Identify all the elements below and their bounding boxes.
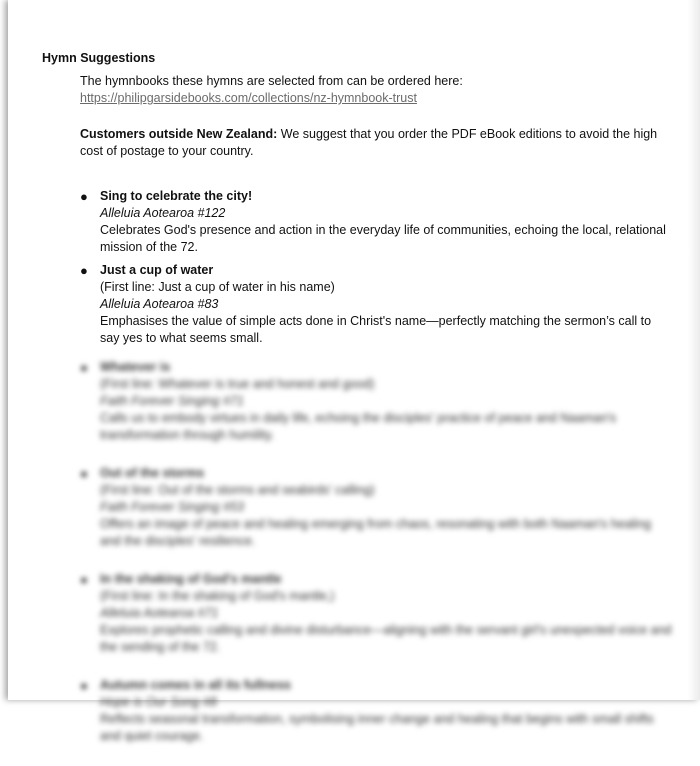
list-item [42,465,672,550]
hymn-book: Alleluia Aotearoa #71 [100,606,219,620]
hymn-title: In the shaking of God's mantle [100,572,282,586]
intro-paragraph [80,73,672,107]
bullet-icon: ● [80,189,88,204]
hymn-description: Calls us to embody virtues in daily life, echoing the disciples' practice of peace and Naaman's transformation through humility. [100,411,617,442]
list-item [42,677,672,745]
bullet-icon: ● [80,263,88,278]
hymn-description: Emphasises the value of simple acts done in Christ's name—perfectly matching the sermon’s call to say yes to what seems small. [100,314,652,345]
hymn-title: Just a cup of water [100,263,214,277]
hymn-first-line: (First line: Just a cup of water in his name) [100,280,335,294]
hymn-book: Alleluia Aotearoa #83 [100,297,219,311]
customers-label: Customers outside New Zealand: [80,127,278,141]
hymn-title: Autumn comes in all its fullness [100,678,292,692]
document-page [8,0,700,743]
hymn-description: Celebrates God's presence and action in the everyday life of communities, echoing the local, relational mission of the 72. [100,223,666,254]
blurred-hymn-list [42,359,672,745]
list-item [42,262,672,347]
intro-text: The hymnbooks these hymns are selected from can be ordered here: [80,74,463,88]
list-item [42,359,672,444]
hymn-first-line: (First line: Whatever is true and honest and good) [100,377,375,391]
hymn-book: Faith Forever Singing #71 [100,394,244,408]
customers-text: We suggest that you order the PDF eBook editions to avoid the high cost of postage to your country. [80,127,658,158]
hymn-title: Sing to celebrate the city! [100,189,253,203]
hymnbook-order-link[interactable]: https://philipgarsidebooks.com/collections/nz-hymnbook-trust [80,91,417,105]
customers-paragraph [80,126,672,160]
bullet-icon: ● [80,466,88,481]
hymn-description: Offers an image of peace and healing emerging from chaos, resonating with both Naaman's healing and the disciples' resilience. [100,517,652,548]
hymn-book: Faith Forever Singing #53 [100,500,244,514]
hymn-list [42,188,672,347]
hymn-book: Alleluia Aotearoa #122 [100,206,226,220]
page-title: Hymn Suggestions [42,51,156,65]
hymn-title: Whatever is [100,360,171,374]
hymn-title: Out of the storms [100,466,205,480]
list-item [42,571,672,656]
bullet-icon: ● [80,678,88,693]
bullet-icon: ● [80,360,88,375]
document-content [42,50,672,766]
hymn-first-line: (First line: Out of the storms and seabirds' calling) [100,483,375,497]
list-item [42,188,672,256]
hymn-first-line: (First line: In the shaking of God's mantle,) [100,589,335,603]
hymn-description: Explores prophetic calling and divine disturbance—aligning with the servant girl's unexpected voice and the sending of the 72. [100,623,672,654]
bullet-icon: ● [80,572,88,587]
hymn-book: Hope is Our Song #8 [100,695,217,709]
hymn-description: Reflects seasonal transformation, symbolising inner change and healing that begins with small shifts and quiet courage. [100,712,654,743]
